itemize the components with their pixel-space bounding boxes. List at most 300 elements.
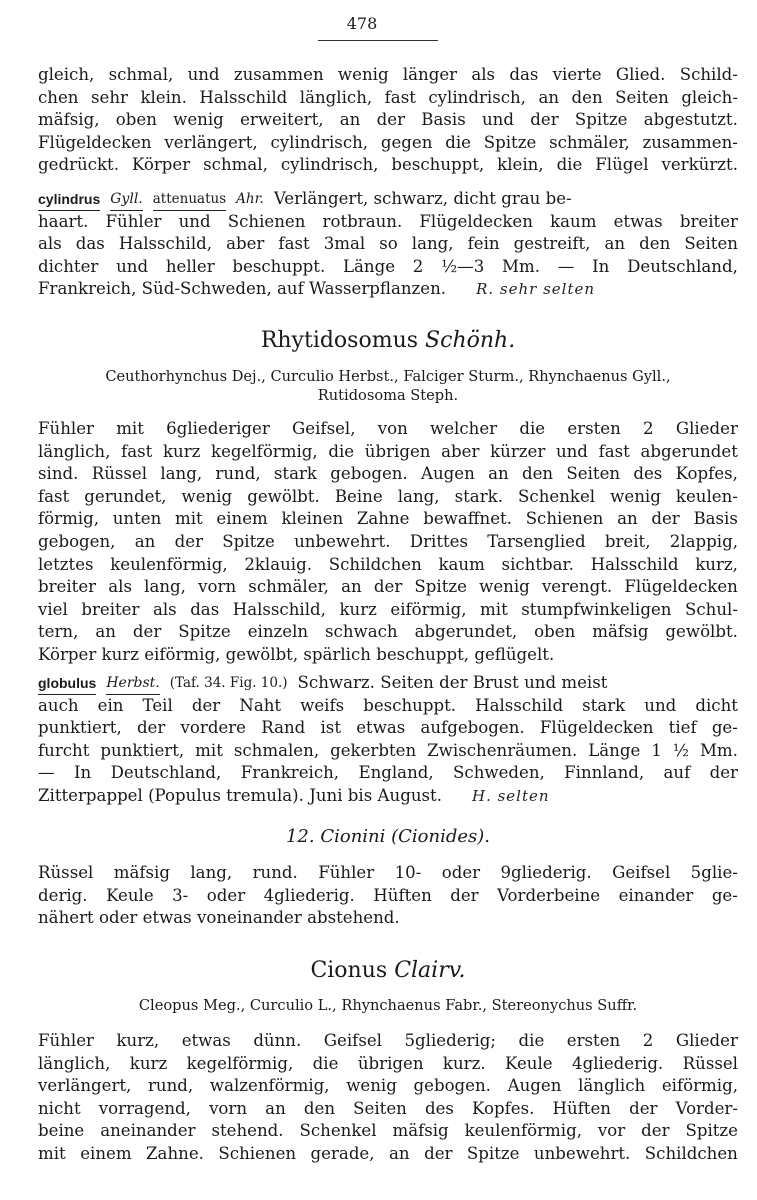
word: rund, — [215, 464, 261, 484]
word: lang, — [144, 577, 186, 597]
word: Schul- — [684, 599, 738, 619]
synonym: attenuatus — [153, 188, 226, 211]
word: an — [339, 110, 361, 130]
word: vierte — [552, 65, 602, 84]
word: wenig — [173, 110, 224, 130]
word: 3mal — [323, 234, 366, 254]
word: gekerbten — [330, 740, 417, 760]
text-line — [38, 531, 738, 554]
word: gleich- — [681, 87, 738, 107]
text-line — [38, 740, 738, 763]
word: verlängert, — [164, 132, 258, 152]
word: abgerundet, — [414, 622, 518, 642]
word: mit — [480, 599, 508, 619]
word: fast — [598, 441, 630, 461]
word: auf — [663, 763, 691, 783]
word: Keule — [106, 885, 154, 905]
word: an — [95, 622, 116, 642]
species-cylindrus — [38, 188, 738, 301]
word: gestreift, — [513, 234, 591, 254]
word: als — [108, 577, 132, 597]
word: lang, — [190, 863, 233, 882]
word: den — [521, 464, 554, 484]
word: erweitert, — [240, 110, 324, 130]
handwritten-note: H. selten — [471, 786, 550, 805]
genus-author: Clairv. — [394, 958, 466, 983]
word: Rand — [261, 718, 306, 738]
word: Keule — [505, 1053, 553, 1073]
word: Mm. — [699, 740, 738, 760]
word: verlängert, — [38, 1076, 132, 1096]
word: als — [471, 65, 496, 84]
word: Naht — [239, 695, 282, 715]
word: vorragend, — [98, 1098, 191, 1118]
word: länglich, — [38, 1053, 111, 1073]
text-line — [38, 463, 738, 486]
word: Fühler — [318, 863, 375, 882]
word: einzeln — [247, 622, 309, 642]
word: Spitze — [685, 1121, 738, 1141]
word: gewölbt. — [665, 622, 738, 642]
word: Seiten — [615, 87, 669, 107]
word: gebogen. — [330, 464, 408, 484]
text-line — [38, 672, 738, 695]
genus-heading — [38, 958, 738, 983]
word: Teil — [142, 695, 173, 715]
word: der — [136, 718, 166, 738]
word: stark — [273, 464, 317, 484]
species-name: globulus — [38, 672, 96, 695]
text-line — [38, 862, 738, 885]
word: etwas — [356, 718, 406, 738]
text-line — [38, 441, 738, 464]
text-line — [38, 576, 738, 599]
word: tief — [668, 718, 697, 738]
word: 4gliederig. — [263, 885, 355, 905]
word: Augen — [507, 1076, 562, 1096]
word: ist — [320, 718, 341, 738]
word: keulenförmig, — [464, 1121, 582, 1141]
word: gewölbt. — [247, 486, 320, 506]
word: ge- — [711, 885, 738, 905]
word: die — [519, 419, 546, 438]
word: Halsschild — [475, 695, 564, 715]
word: der — [174, 531, 203, 551]
word: der — [450, 885, 479, 905]
text-line — [38, 1053, 738, 1076]
word: mit — [116, 419, 144, 438]
word: Spitze — [414, 577, 467, 597]
word: ge- — [711, 718, 738, 738]
word: und — [116, 256, 149, 276]
word: sichtbar. — [501, 554, 574, 574]
word: Vorder- — [675, 1098, 738, 1118]
word: 10- — [394, 863, 422, 882]
word: Vorderbeine — [497, 885, 601, 905]
word: unbewehrt. — [533, 1143, 631, 1163]
word: die — [328, 441, 355, 461]
word: kegelförmig, — [186, 1053, 294, 1073]
word: Deutschland, — [627, 256, 738, 276]
word: 5gliederig; — [404, 1031, 496, 1050]
text-line — [38, 109, 738, 132]
word: ein — [97, 695, 124, 715]
word: das — [75, 234, 105, 254]
word: breiter — [679, 211, 738, 231]
word: 2klauig. — [244, 554, 313, 574]
species-author: Gyll. — [110, 188, 143, 211]
word: schwach — [325, 622, 398, 642]
word: an — [604, 234, 626, 254]
word: breit, — [604, 531, 651, 551]
word: Spitze — [178, 622, 231, 642]
word: der — [376, 110, 406, 130]
text-line — [38, 486, 738, 509]
word: Schienen — [227, 211, 306, 231]
word: 5glie- — [690, 863, 738, 882]
word: Halsschild — [199, 87, 288, 107]
word: auch — [38, 695, 79, 715]
word: beine — [38, 1121, 85, 1141]
word: an — [265, 1098, 286, 1118]
word: stark — [582, 695, 626, 715]
word: Länge — [588, 740, 641, 760]
genus-name: Rhytidosomus — [260, 328, 419, 353]
word: beschuppt. — [363, 695, 457, 715]
word: weifs — [300, 695, 345, 715]
text-span: Zitterpappel (Populus tremula). Juni bis August. — [38, 785, 442, 805]
word: rund, — [148, 1076, 194, 1096]
word: abgestutzt. — [643, 110, 738, 130]
text-line — [38, 188, 738, 211]
word: die — [518, 1031, 545, 1050]
species-author: Herbst. — [106, 672, 159, 695]
paragraph-genus-description — [38, 418, 738, 667]
paragraph-tribe-description — [38, 862, 738, 930]
word: mit — [38, 1143, 66, 1163]
word: oben — [115, 110, 157, 130]
word: und — [555, 441, 588, 461]
text-line — [38, 1098, 738, 1121]
word: einander — [618, 885, 694, 905]
word: In — [73, 763, 92, 783]
description-start: Schwarz. Seiten der Brust und meist — [297, 673, 608, 692]
word: lang, — [397, 486, 440, 506]
word: unten — [112, 509, 162, 529]
word: sind. — [38, 464, 79, 484]
word: walzenförmig, — [209, 1076, 330, 1096]
word: kurz, — [116, 1031, 160, 1050]
text-line: nähert oder etwas voneinander abstehend. — [38, 908, 400, 928]
word: 2lappig, — [669, 531, 738, 551]
word: Flügel — [595, 155, 649, 175]
text-line — [38, 87, 738, 110]
word: letztes — [38, 554, 94, 574]
word: einem — [216, 509, 268, 529]
word: lang, — [160, 464, 203, 484]
word: Flügeldecken — [624, 577, 738, 597]
word: viel — [38, 599, 68, 619]
word: Schenkel — [299, 1121, 377, 1141]
word: Flügeldecken — [539, 718, 654, 738]
paragraph-cionus-description — [38, 1030, 738, 1166]
text-line — [38, 621, 738, 644]
word: — — [557, 256, 575, 276]
word: Basis — [693, 509, 738, 529]
word: an — [389, 1143, 410, 1163]
word: an — [538, 87, 560, 107]
text-line — [38, 785, 738, 808]
word: haart. — [38, 211, 89, 231]
word: an — [134, 531, 156, 551]
word: ersten — [566, 1031, 621, 1050]
word: einem — [80, 1143, 132, 1163]
word: die — [445, 132, 471, 152]
word: keulen- — [675, 486, 738, 506]
word: übrigen — [364, 441, 431, 461]
word: cylindrisch, — [280, 155, 379, 175]
word: Seiten — [566, 464, 621, 484]
genus-synonyms — [38, 367, 738, 405]
synonym-line: Ceuthorhynchus Dej., Curculio Herbst., Falciger Sturm., Rhynchaenus Gyll., — [105, 368, 671, 385]
word: schmäler, — [248, 577, 329, 597]
word: dicht — [695, 695, 738, 715]
word: länglich, — [299, 87, 373, 107]
text-line — [38, 233, 738, 256]
word: Zwischenräumen. — [427, 740, 578, 760]
word: länger — [402, 65, 458, 84]
word: eiförmig, — [661, 1076, 738, 1096]
word: etwas — [181, 1031, 231, 1050]
text-line — [38, 1143, 738, 1166]
word: an — [341, 577, 362, 597]
word: die — [312, 1053, 339, 1073]
word: dichter — [38, 256, 99, 276]
genus-heading — [38, 328, 738, 353]
word: Rüssel — [682, 1053, 738, 1073]
word: kurz — [129, 1053, 168, 1073]
word: kurz, — [695, 554, 738, 574]
word: das — [509, 65, 539, 84]
word: den — [303, 1098, 336, 1118]
word: heller — [165, 256, 215, 276]
word: Kopfes, — [675, 464, 738, 484]
word: rund. — [252, 863, 298, 882]
word: der — [709, 763, 738, 783]
synonym-author: Ahr. — [236, 191, 264, 207]
text-line — [38, 1120, 738, 1143]
word: wenig — [337, 65, 389, 84]
word: Flügeldecken — [419, 211, 533, 231]
word: kleinen — [281, 509, 344, 529]
word: Glied. — [615, 65, 666, 84]
word: beschuppt, — [391, 155, 485, 175]
word: mit — [174, 509, 203, 529]
word: Zahne. — [146, 1143, 204, 1163]
word: Deutschland, — [110, 763, 222, 783]
text-line — [38, 278, 738, 301]
word: dünn. — [253, 1031, 302, 1050]
word: der — [530, 110, 559, 130]
word: klein. — [140, 87, 187, 107]
word: etwas — [613, 211, 663, 231]
word: aufgebogen. — [420, 718, 525, 738]
word: Spitze — [466, 1143, 520, 1163]
word: cylindrisch, — [428, 87, 526, 107]
word: kurz. — [442, 1053, 486, 1073]
text-line — [38, 418, 738, 441]
word: ½—3 — [441, 256, 485, 276]
word: kurz — [339, 599, 377, 619]
word: zusammen- — [642, 132, 738, 152]
word: Drittes — [409, 531, 468, 551]
word: breiter — [81, 599, 140, 619]
word: von — [377, 419, 408, 438]
word: tern, — [38, 622, 79, 642]
word: und — [187, 65, 220, 84]
word: derig. — [38, 885, 88, 905]
text-line: Körper kurz eiförmig, gewölbt, spärlich beschuppt, geflügelt. — [38, 644, 555, 664]
word: ½ — [672, 740, 689, 760]
word: aneinander — [100, 1121, 196, 1141]
word: punktiert, — [100, 740, 185, 760]
word: Frankreich, — [240, 763, 340, 783]
word: punktiert, — [38, 718, 122, 738]
word: Tarsenglied — [487, 531, 586, 551]
word: des — [424, 1098, 454, 1118]
word: Schildchen — [328, 554, 422, 574]
word: keulenförmig, — [110, 554, 228, 574]
word: schmal, — [203, 155, 268, 175]
genus-name: Cionus — [310, 958, 388, 983]
word: Schienen — [218, 1143, 297, 1163]
word: Hüften — [552, 1098, 611, 1118]
word: mäfsig — [592, 622, 649, 642]
word: oben — [534, 622, 576, 642]
word: das — [190, 599, 220, 619]
word: der — [629, 1098, 658, 1118]
word: Augen — [421, 464, 475, 484]
text-line — [38, 599, 738, 622]
word: gegen — [380, 132, 433, 152]
page-number: 478 — [346, 14, 378, 33]
word: mäfsig, — [38, 110, 100, 130]
word: und — [178, 211, 211, 231]
word: Beine — [334, 486, 383, 506]
word: zusammen — [233, 65, 324, 84]
word: 9gliederig. — [500, 863, 592, 882]
word: der — [132, 622, 162, 642]
word: wenig — [479, 577, 530, 597]
word: gebogen. — [413, 1076, 491, 1096]
word: stehend. — [211, 1121, 284, 1141]
word: breiter — [38, 577, 97, 597]
word: Seiten — [684, 234, 738, 254]
word: furcht — [38, 740, 90, 760]
word: bewaffnet. — [423, 509, 512, 529]
word: vordere — [180, 718, 247, 738]
word: 2 — [412, 256, 424, 276]
word: förmig, — [38, 509, 100, 529]
figure-reference: (Taf. 34. Fig. 10.) — [169, 675, 288, 691]
word: die — [556, 155, 583, 175]
word: wenig — [346, 1076, 397, 1096]
word: der — [373, 577, 403, 597]
word: mäfsig — [392, 1121, 449, 1141]
genus-synonyms — [38, 996, 738, 1015]
text-line — [38, 508, 738, 531]
word: fein — [467, 234, 500, 254]
word: kaum — [550, 211, 597, 231]
word: Spitze — [483, 132, 537, 152]
description-start: Verlängert, schwarz, dicht grau be- — [273, 189, 572, 208]
word: kürzer — [490, 441, 546, 461]
text-line — [38, 211, 738, 234]
word: Spitze — [574, 110, 628, 130]
word: verengt. — [541, 577, 613, 597]
word: stark. — [454, 486, 503, 506]
word: Schildchen — [644, 1143, 738, 1163]
word: übrigen — [357, 1053, 424, 1073]
word: Glieder — [675, 1031, 738, 1050]
word: In — [592, 256, 610, 276]
word: kegelförmig, — [211, 441, 318, 461]
synonym-line: Cleopus Meg., Curculio L., Rhynchaenus Fabr., Stereonychus Suffr. — [138, 997, 638, 1014]
word: Basis — [421, 110, 466, 130]
word: den — [571, 87, 603, 107]
word: abgerundet — [640, 441, 738, 461]
genus-author: Schönh. — [425, 328, 516, 353]
text-line — [38, 256, 738, 279]
word: Halsschild, — [118, 234, 213, 254]
word: des — [633, 464, 663, 484]
word: Geifsel — [612, 863, 671, 882]
word: Geifsel, — [292, 419, 356, 438]
word: als — [152, 599, 177, 619]
word: Halsschild, — [232, 599, 326, 619]
word: als — [38, 234, 62, 254]
word: Finnland, — [564, 763, 645, 783]
word: mit — [195, 740, 223, 760]
word: Zahne — [356, 509, 410, 529]
word: und — [481, 110, 514, 130]
word: gerade, — [310, 1143, 375, 1163]
word: 2 — [643, 419, 654, 438]
word: Mm. — [502, 256, 541, 276]
word: so — [379, 234, 398, 254]
word: kaum — [438, 554, 485, 574]
text-line — [38, 64, 738, 87]
word: schmäler, — [549, 132, 630, 152]
text-line — [38, 695, 738, 718]
word: cylindrisch, — [270, 132, 369, 152]
text-line — [38, 132, 738, 155]
word: Glieder — [675, 419, 738, 438]
word: länglich, — [38, 441, 111, 461]
word: Schweden, — [453, 763, 545, 783]
word: an — [488, 464, 509, 484]
word: Fühler — [38, 419, 94, 438]
word: Länge — [342, 256, 396, 276]
text-line — [38, 1030, 738, 1053]
tribe-heading: 12. Cionini (Cionides). — [285, 826, 491, 847]
text-line — [38, 717, 738, 740]
text-span: Frankreich, Süd-Schweden, auf Wasserpflanzen. — [38, 279, 447, 299]
word: fast — [121, 441, 153, 461]
word: Geifsel — [323, 1031, 382, 1050]
word: 4gliederig. — [572, 1053, 664, 1073]
word: länglich — [578, 1076, 646, 1096]
